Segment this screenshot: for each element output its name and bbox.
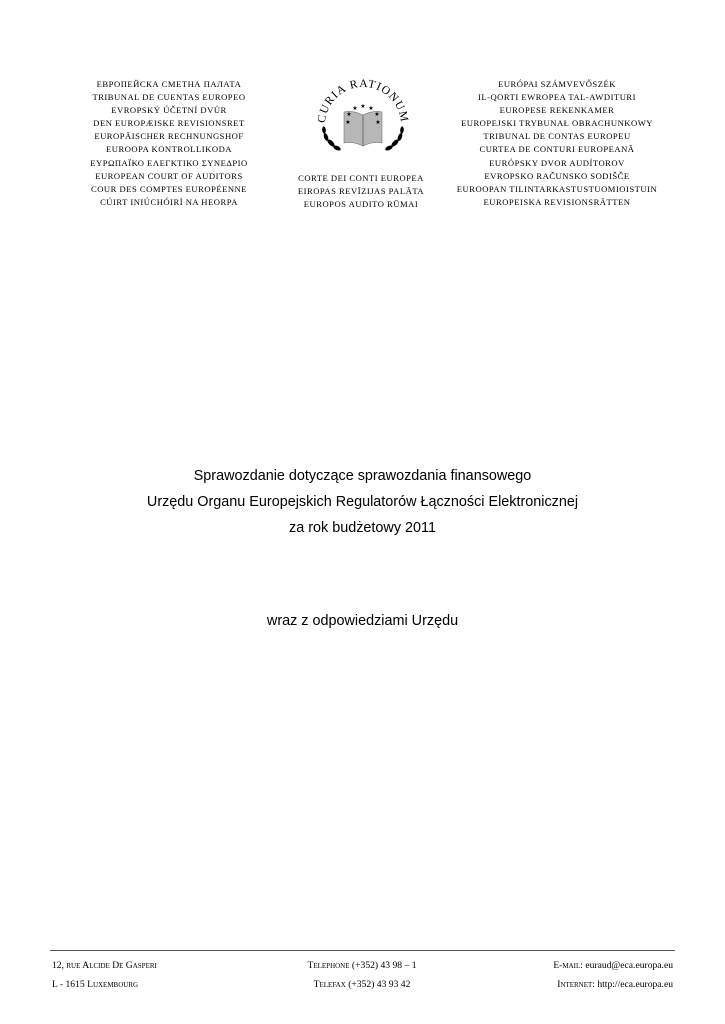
institution-name: COUR DES COMPTES EUROPÉENNE: [90, 183, 248, 194]
telephone-line: [262, 956, 462, 975]
institution-name: TRIBUNAL DE CUENTAS EUROPEO: [92, 92, 246, 103]
institution-name: EIROPAS REVĪZIJAS PALĀTA: [297, 186, 425, 197]
telephone-value: (+352) 43 98 – 1: [351, 960, 417, 971]
footer-phone: [262, 956, 462, 994]
internet-label: Internet:: [557, 979, 595, 990]
report-subtitle: wraz z odpowiedziami Urzędu: [266, 613, 459, 629]
email-link[interactable]: euraud@eca.europa.eu: [585, 960, 673, 971]
institution-name: EUROPEJSKI TRYBUNAŁ OBRACHUNKOWY: [460, 118, 654, 129]
institution-name: EVROPSKO RAČUNSKO SODIŠČE: [484, 170, 630, 181]
institution-name: DEN EUROPÆISKE REVISIONSRET: [93, 118, 245, 129]
address-line: 12, rue Alcide De Gasperi: [52, 960, 157, 971]
institution-name: EUROOPAN TILINTARKASTUSTUOMIOISTUIN: [456, 183, 658, 194]
institution-names-center: [280, 172, 442, 211]
footer-contact: [553, 956, 673, 994]
institution-name: EURÓPSKY DVOR AUDÍTOROV: [489, 157, 625, 168]
institution-name: CÚIRT INIÚCHÓIRÍ NA HEORPA: [100, 196, 238, 207]
report-title-line: za rok budżetowy 2011: [289, 520, 436, 536]
report-title-line: Urzędu Organu Europejskich Regulatorów Łączności Elektronicznej: [146, 494, 579, 510]
institution-name: CORTE DEI CONTI EUROPEA: [298, 173, 424, 183]
svg-text:★: ★: [360, 104, 366, 110]
institution-name: EUROPOS AUDITO RŪMAI: [303, 199, 419, 210]
logo-motto: CURIA RATIONUM: [315, 77, 411, 124]
institution-names-left: [58, 78, 280, 209]
address-line: L - 1615 Luxembourg: [52, 979, 139, 990]
website-link[interactable]: http://eca.europa.eu: [597, 979, 673, 990]
svg-text:★: ★: [374, 112, 380, 118]
footer-address: [52, 956, 157, 994]
footer-divider: [50, 950, 675, 951]
institution-name: IL-QORTI EWROPEA TAL-AWDITURI: [477, 92, 637, 103]
institution-name: EURÓPAI SZÁMVEVŐSZÉK: [498, 79, 616, 89]
telefax-line: [262, 975, 462, 994]
institution-name: ΕΥΡΩΠΑΪΚΟ ΕΛΕΓΚΤΙΚΟ ΣΥΝΕΔΡΙΟ: [90, 157, 248, 168]
email-label: E-mail:: [553, 960, 583, 971]
svg-text:★: ★: [352, 106, 358, 112]
institution-name: EUROPEAN COURT OF AUDITORS: [95, 170, 243, 181]
report-title-line: Sprawozdanie dotyczące sprawozdania finansowego: [193, 468, 532, 484]
eca-curia-rationum-logo: [311, 75, 415, 167]
report-title: [0, 463, 725, 541]
internet-line: [553, 975, 673, 994]
telephone-label: Telephone: [307, 960, 350, 971]
email-line: [553, 956, 673, 975]
institution-name: EUROOPA KONTROLLIKODA: [106, 144, 232, 155]
svg-text:★: ★: [346, 112, 352, 118]
svg-text:★: ★: [368, 106, 374, 112]
institution-name: TRIBUNAL DE CONTAS EUROPEU: [483, 131, 631, 142]
telefax-label: Telefax: [313, 979, 346, 990]
institution-name: EUROPÄISCHER RECHNUNGSHOF: [94, 131, 244, 142]
svg-text:★: ★: [345, 120, 351, 126]
svg-text:★: ★: [375, 120, 381, 126]
institution-name: EUROPEISKA REVISIONSRÄTTEN: [483, 196, 631, 207]
institution-name: EVROPSKÝ ÚČETNÍ DVŮR: [111, 105, 227, 116]
institution-names-right: [442, 78, 672, 209]
institution-name: ЕВРОПЕЙСКА СМЕТНА ПАЛАТА: [96, 79, 242, 89]
telefax-value: (+352) 43 93 42: [348, 979, 411, 990]
institution-name: CURTEA DE CONTURI EUROPEANĂ: [479, 144, 635, 155]
institution-name: EUROPESE REKENKAMER: [499, 105, 615, 116]
